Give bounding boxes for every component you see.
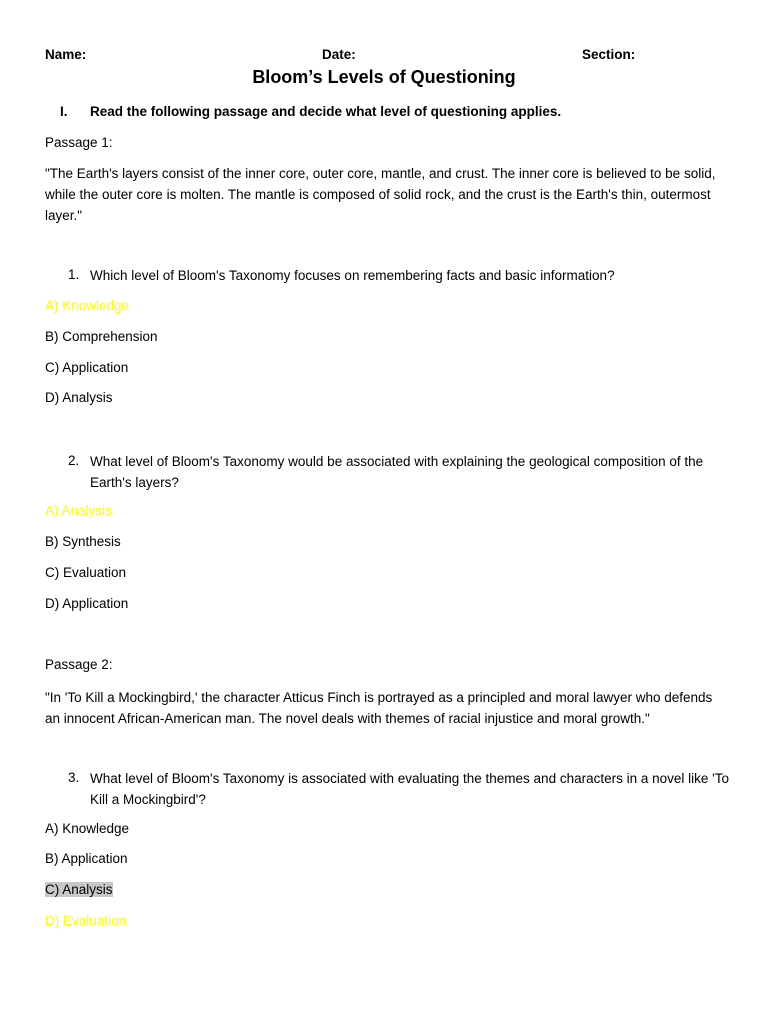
instruction-numeral: I.	[60, 104, 68, 119]
passage-2-text: "In 'To Kill a Mockingbird,' the character Atticus Finch is portrayed as a principled and moral lawyer who defends an innocent African-American man. The novel deals with themes of racial injustice and moral growth."	[45, 690, 713, 726]
question-2-option-a: A) Analysis	[45, 503, 112, 518]
question-3-text: What level of Bloom's Taxonomy is associated with evaluating the themes and characters in a novel like 'To Kill a Mockingbird'?	[90, 771, 729, 807]
question-3-option-c: C) Analysis	[45, 882, 113, 897]
date-label: Date:	[322, 47, 356, 62]
passage-2-label: Passage 2:	[45, 657, 113, 672]
question-1-text: Which level of Bloom's Taxonomy focuses on remembering facts and basic information?	[90, 268, 615, 283]
question-1-option-a: A) Knowledge	[45, 298, 130, 313]
question-2-option-d: D) Application	[45, 596, 129, 611]
question-3-option-a: A) Knowledge	[45, 821, 130, 836]
question-2-number: 2.	[68, 453, 80, 468]
passage-1-label: Passage 1:	[45, 135, 113, 150]
question-2-option-b: B) Synthesis	[45, 534, 121, 549]
name-label: Name:	[45, 47, 87, 62]
question-1-option-d: D) Analysis	[45, 390, 113, 405]
instruction-text: Read the following passage and decide what level of questioning applies.	[90, 104, 562, 119]
question-1-number: 1.	[68, 267, 80, 282]
question-3-number: 3.	[68, 770, 80, 785]
passage-1-text: "The Earth's layers consist of the inner core, outer core, mantle, and crust. The inner core is believed to be solid, while the outer core is molten. The mantle is composed of solid rock, and the crust is the Earth's thin, outermost layer."	[45, 166, 716, 223]
section-label: Section:	[582, 47, 636, 62]
question-1-option-c: C) Application	[45, 360, 129, 375]
question-1-option-b: B) Comprehension	[45, 329, 158, 344]
question-3-option-b: B) Application	[45, 851, 128, 866]
question-2-option-c: C) Evaluation	[45, 565, 127, 580]
question-2-text: What level of Bloom's Taxonomy would be associated with explaining the geological composition of the Earth's layers?	[90, 454, 704, 490]
question-3-option-d: D) Evaluation	[45, 913, 127, 928]
page-title: Bloom’s Levels of Questioning	[252, 67, 516, 87]
